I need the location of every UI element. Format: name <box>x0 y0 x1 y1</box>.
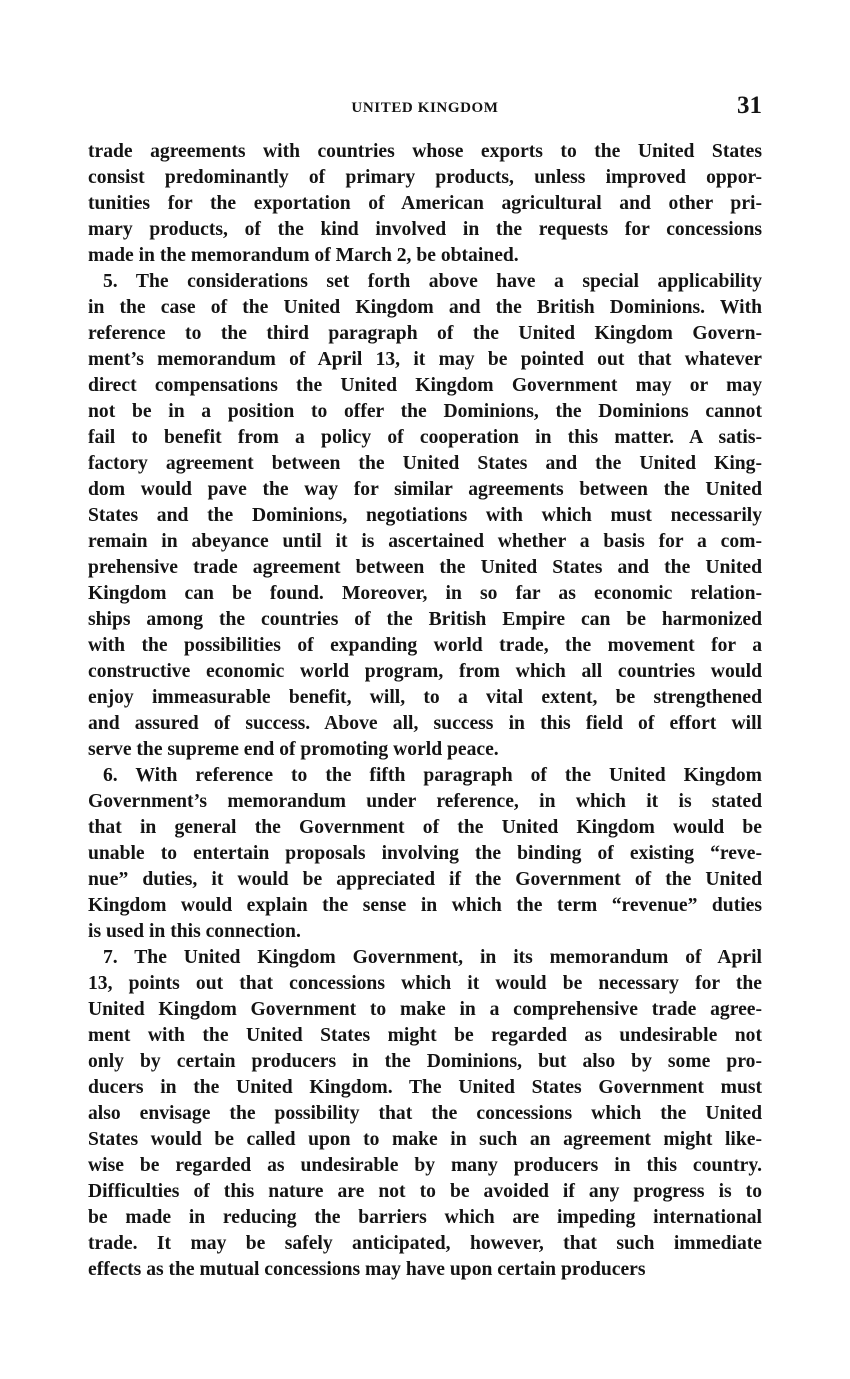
text-line: 6. With reference to the fifth paragraph of the United Kingdom <box>103 765 762 786</box>
paragraph-section-7 <box>88 945 762 1283</box>
text-line: serve the supreme end of promoting world peace. <box>88 739 499 760</box>
text-line: Difficulties of this nature are not to be avoided if any progress is to <box>88 1181 762 1202</box>
text-line: tunities for the exportation of American agricultural and other pri- <box>88 193 762 214</box>
text-line: also envisage the possibility that the concessions which the United <box>88 1103 762 1124</box>
text-line: with the possibilities of expanding world trade, the movement for a <box>88 635 762 656</box>
text-line: States would be called upon to make in such an agreement might like- <box>88 1129 762 1150</box>
text-line: consist predominantly of primary products, unless improved oppor- <box>88 167 762 188</box>
text-line: not be in a position to offer the Dominions, the Dominions cannot <box>88 401 762 422</box>
text-line: is used in this connection. <box>88 921 301 942</box>
text-line: ducers in the United Kingdom. The United States Government must <box>88 1077 762 1098</box>
running-header <box>88 92 762 126</box>
text-line: wise be regarded as undesirable by many producers in this country. <box>88 1155 762 1176</box>
page-number: 31 <box>737 92 762 119</box>
text-line: in the case of the United Kingdom and the British Dominions. With <box>88 297 762 318</box>
text-line: Government’s memorandum under reference, in which it is stated <box>88 791 762 812</box>
text-line: remain in abeyance until it is ascertained whether a basis for a com- <box>88 531 762 552</box>
text-line: prehensive trade agreement between the United States and the United <box>88 557 762 578</box>
body-text <box>88 139 762 1283</box>
text-line: made in the memorandum of March 2, be obtained. <box>88 245 519 266</box>
text-line: that in general the Government of the United Kingdom would be <box>88 817 762 838</box>
text-line: nue” duties, it would be appreciated if the Government of the United <box>88 869 762 890</box>
paragraph-continuation <box>88 139 762 269</box>
text-line: 13, points out that concessions which it would be necessary for the <box>88 973 762 994</box>
text-line: ment with the United States might be regarded as undesirable not <box>88 1025 762 1046</box>
text-line: dom would pave the way for similar agreements between the United <box>88 479 762 500</box>
text-line: trade. It may be safely anticipated, however, that such immediate <box>88 1233 762 1254</box>
text-line: ships among the countries of the British Empire can be harmonized <box>88 609 762 630</box>
text-line: mary products, of the kind involved in the requests for concessions <box>88 219 762 240</box>
text-line: effects as the mutual concessions may have upon certain producers <box>88 1259 646 1280</box>
text-line: unable to entertain proposals involving the binding of existing “reve- <box>88 843 762 864</box>
text-line: factory agreement between the United States and the United King- <box>88 453 762 474</box>
text-line: and assured of success. Above all, success in this field of effort will <box>88 713 762 734</box>
paragraph-section-5 <box>88 269 762 763</box>
text-line: direct compensations the United Kingdom Government may or may <box>88 375 762 396</box>
text-line: United Kingdom Government to make in a comprehensive trade agree- <box>88 999 762 1020</box>
text-line: reference to the third paragraph of the United Kingdom Govern- <box>88 323 762 344</box>
text-line: trade agreements with countries whose exports to the United States <box>88 141 762 162</box>
text-line: 5. The considerations set forth above have a special applicability <box>103 271 762 292</box>
text-line: only by certain producers in the Dominions, but also by some pro- <box>88 1051 762 1072</box>
text-line: ment’s memorandum of April 13, it may be pointed out that whatever <box>88 349 762 370</box>
text-line: enjoy immeasurable benefit, will, to a vital extent, be strengthened <box>88 687 762 708</box>
paragraph-section-6 <box>88 763 762 945</box>
text-line: be made in reducing the barriers which are impeding international <box>88 1207 762 1228</box>
text-line: Kingdom can be found. Moreover, in so far as economic relation- <box>88 583 762 604</box>
text-line: constructive economic world program, from which all countries would <box>88 661 762 682</box>
running-title: UNITED KINGDOM <box>351 100 499 116</box>
text-line: States and the Dominions, negotiations with which must necessarily <box>88 505 762 526</box>
text-line: fail to benefit from a policy of cooperation in this matter. A satis- <box>88 427 762 448</box>
text-line: Kingdom would explain the sense in which the term “revenue” duties <box>88 895 762 916</box>
text-line: 7. The United Kingdom Government, in its memorandum of April <box>103 947 762 968</box>
